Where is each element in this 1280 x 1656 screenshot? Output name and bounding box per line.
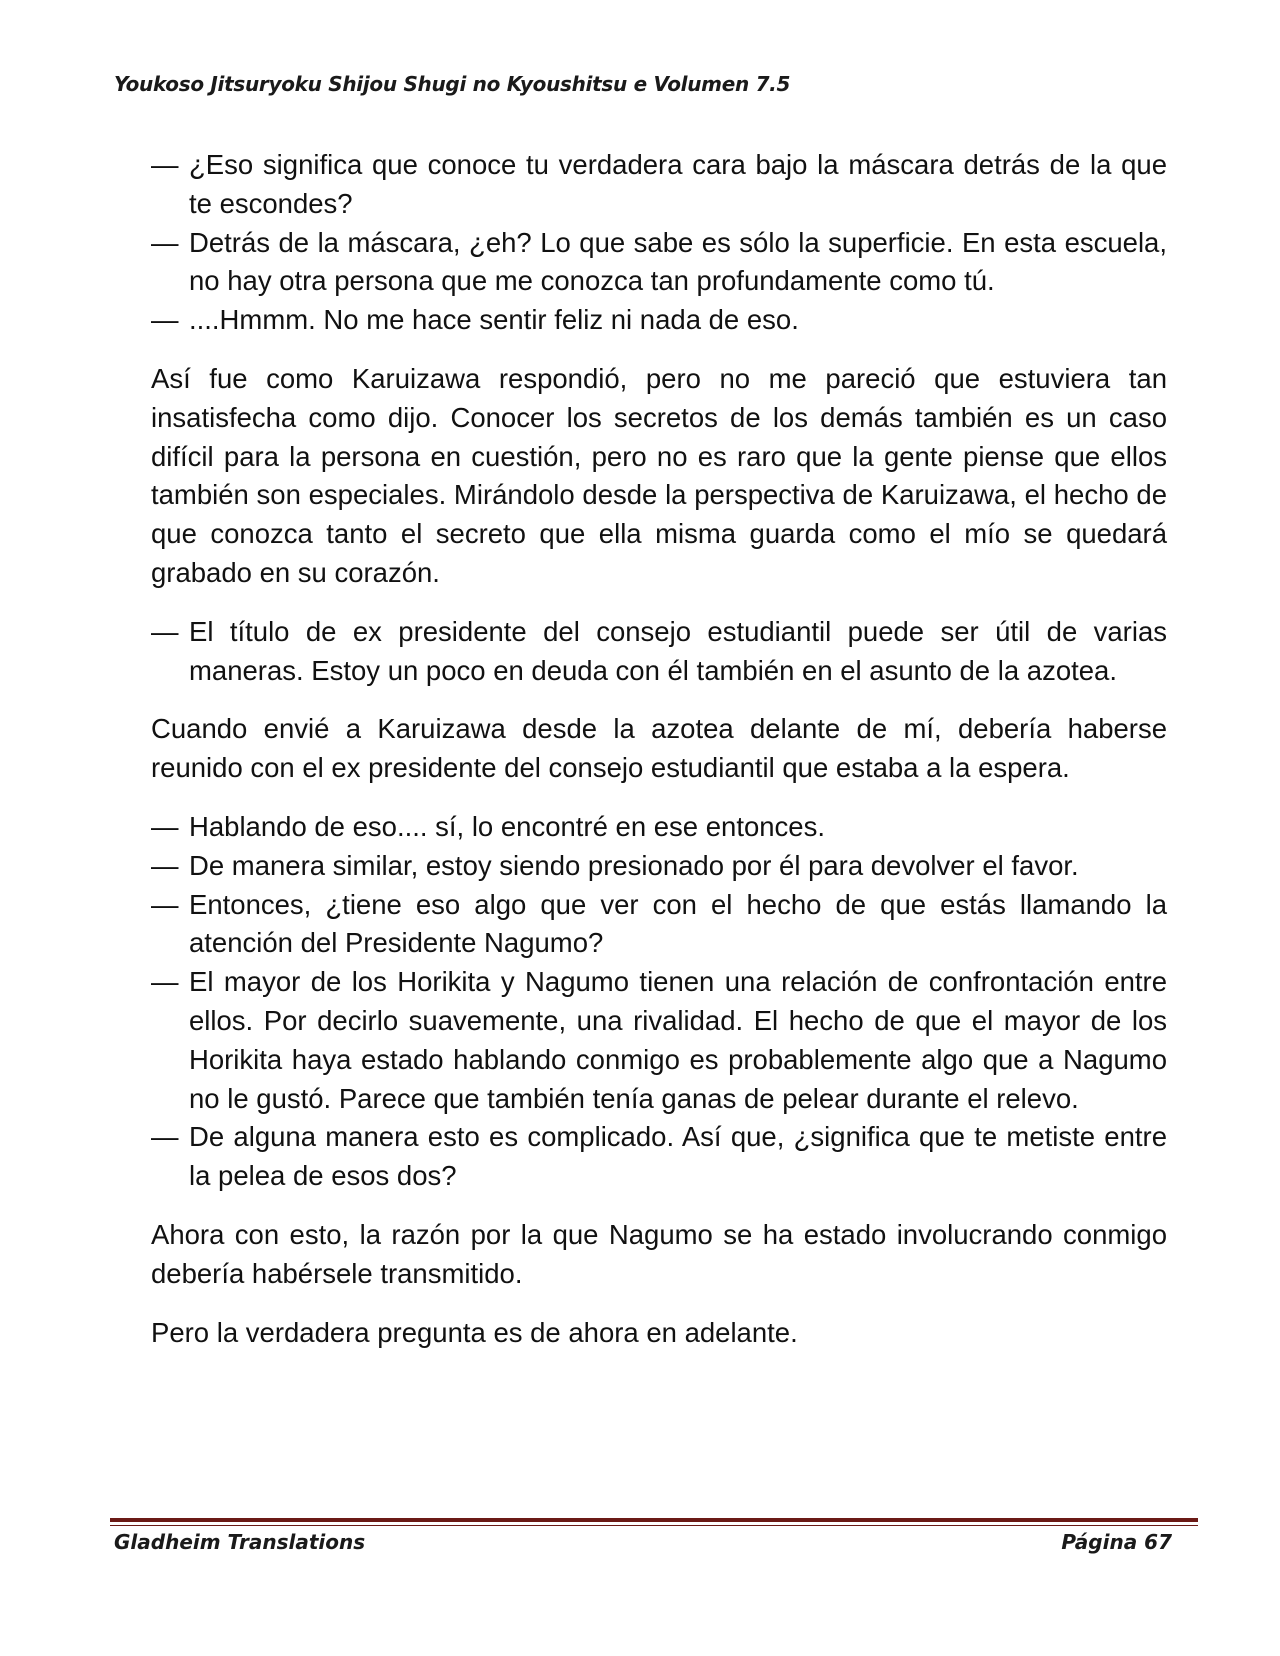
dialogue-line [151, 613, 1167, 691]
dialogue-block-2 [151, 613, 1167, 691]
em-dash: — [151, 226, 179, 258]
dialogue-text: De manera similar, estoy siendo presionado por él para devolver el favor. [189, 849, 1079, 881]
running-header: Youkoso Jitsuryoku Shijou Shugi no Kyoushitsu e Volumen 7.5 [114, 72, 791, 96]
footer-rule-thin [110, 1525, 1198, 1526]
em-dash: — [151, 888, 179, 920]
dialogue-line [151, 886, 1167, 964]
narration-paragraph: Cuando envié a Karuizawa desde la azotea delante de mí, debería haberse reunido con el ex presidente del consejo estudiantil que estaba a la espera. [151, 713, 1167, 784]
dialogue-line [151, 847, 1167, 886]
footer-rule [110, 1518, 1198, 1522]
em-dash: — [151, 810, 179, 842]
dialogue-line [151, 963, 1167, 1118]
dialogue-line [151, 301, 1167, 340]
dialogue-line [151, 1118, 1167, 1196]
dialogue-block-1 [151, 146, 1167, 340]
em-dash: — [151, 615, 179, 647]
dialogue-text: ....Hmmm. No me hace sentir feliz ni nada de eso. [189, 304, 799, 336]
dialogue-text: Entonces, ¿tiene eso algo que ver con el hecho de que estás llamando la atención del Presidente Nagumo? [189, 888, 1167, 959]
dialogue-line [151, 808, 1167, 847]
page-number: Página 67 [1061, 1530, 1172, 1554]
page-body [151, 146, 1167, 1372]
narration-paragraph: Ahora con esto, la razón por la que Nagumo se ha estado involucrando conmigo debería habérsele transmitido. [151, 1218, 1167, 1289]
em-dash: — [151, 149, 179, 180]
em-dash: — [151, 849, 179, 881]
dialogue-text: Detrás de la máscara, ¿eh? Lo que sabe es sólo la superficie. En esta escuela, no hay otra persona que me conozca tan profundamente como tú. [189, 226, 1167, 297]
dialogue-text: El mayor de los Horikita y Nagumo tienen una relación de confrontación entre ellos. Por decirlo suavemente, una rivalidad. El hecho de que el mayor de los Horikita haya estado hablando conmigo es probablemente algo que a Nagumo no le gustó. Parece que también tenía ganas de pelear durante el relevo. [189, 966, 1167, 1114]
em-dash: — [151, 1121, 179, 1153]
footer-credit: Gladheim Translations [114, 1530, 366, 1554]
dialogue-block-3 [151, 808, 1167, 1196]
narration-paragraph: Pero la verdadera pregunta es de ahora en adelante. [151, 1316, 798, 1348]
dialogue-text: Hablando de eso.... sí, lo encontré en ese entonces. [189, 810, 825, 842]
dialogue-text: El título de ex presidente del consejo estudiantil puede ser útil de varias maneras. Estoy un poco en deuda con él también en el asunto de la azotea. [189, 615, 1167, 686]
narration-paragraph: Así fue como Karuizawa respondió, pero no me pareció que estuviera tan insatisfecha como dijo. Conocer los secretos de los demás también es un caso difícil para la persona en cuestión, pero no es raro que la gente piense que ellos también son especiales. Mirándolo desde la perspectiva de Karuizawa, el hecho de que conozca tanto el secreto que ella misma guarda como el mío se quedará grabado en su corazón. [151, 362, 1167, 588]
dialogue-line [151, 146, 1167, 224]
dialogue-line [151, 224, 1167, 302]
dialogue-text: ¿Eso significa que conoce tu verdadera cara bajo la máscara detrás de la que te escondes? [189, 149, 1167, 219]
dialogue-text: De alguna manera esto es complicado. Así que, ¿significa que te metiste entre la pelea de esos dos? [189, 1121, 1167, 1192]
em-dash: — [151, 966, 179, 998]
em-dash: — [151, 304, 179, 336]
